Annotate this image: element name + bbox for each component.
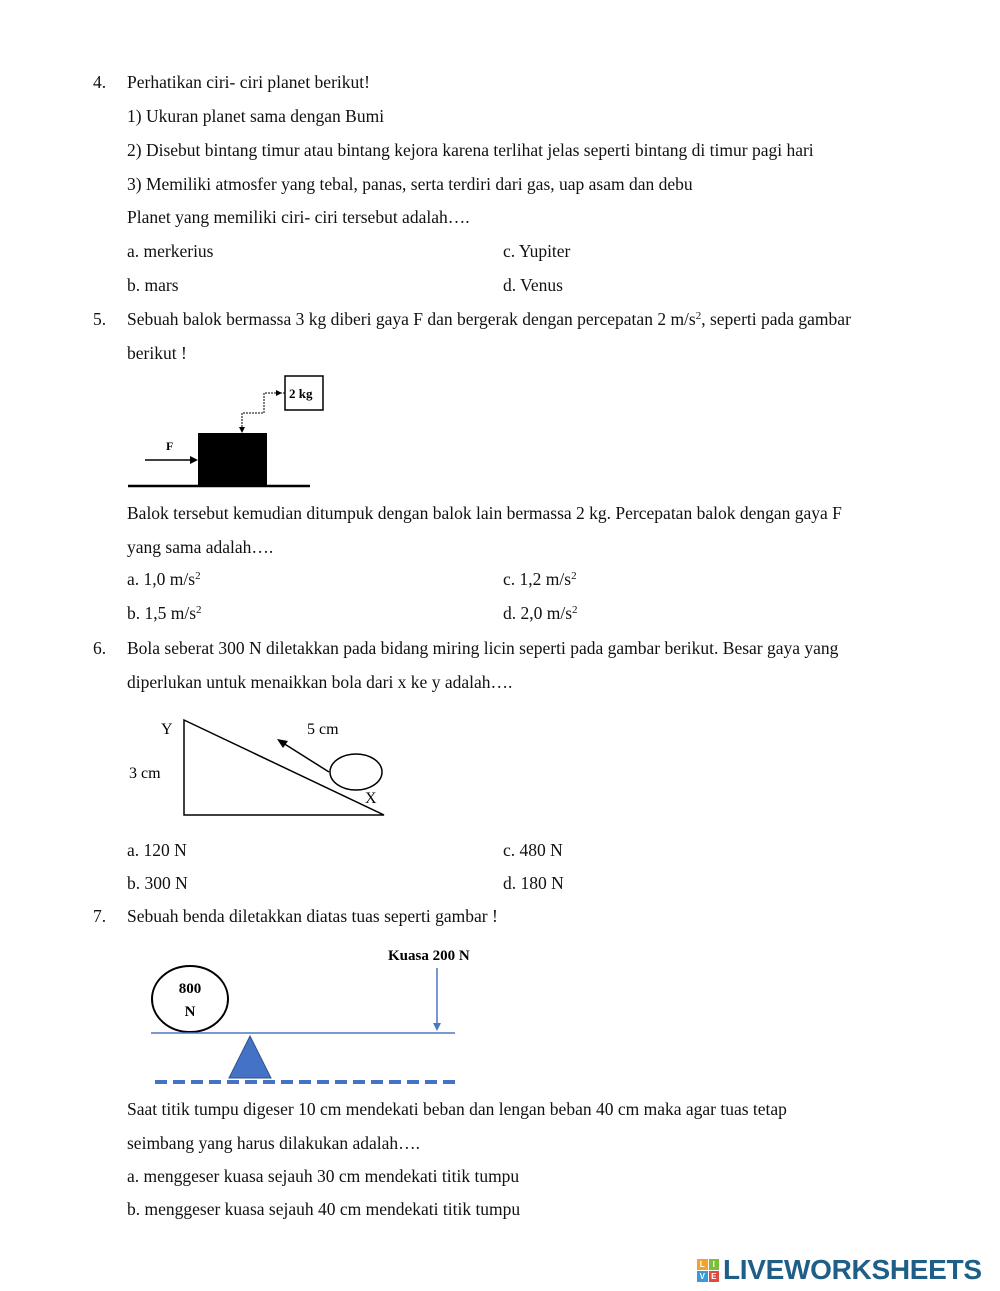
mass-label: 2 kg — [289, 386, 313, 401]
q7-number: 7. — [93, 906, 107, 926]
q7-option-a[interactable]: a. menggeser kuasa sejauh 30 cm mendekati titik tumpu — [127, 1166, 520, 1186]
x-label: X — [365, 790, 377, 807]
q7-option-b[interactable]: b. menggeser kuasa sejauh 40 cm mendekati titik tumpu — [127, 1199, 521, 1219]
liveworksheets-logo[interactable] — [697, 1255, 982, 1285]
q4-item-1: 1) Ukuran planet sama dengan Bumi — [127, 106, 385, 126]
q4-option-b[interactable]: b. mars — [127, 275, 179, 295]
q5-text-line2: yang sama adalah…. — [127, 537, 274, 557]
logo-text: LIVEWORKSHEETS — [723, 1254, 982, 1285]
height-label: 3 cm — [129, 765, 161, 782]
q4-question: Planet yang memiliki ciri- ciri tersebut adalah…. — [127, 207, 470, 227]
load-line2: N — [184, 1004, 196, 1020]
q5-option-c[interactable]: c. 1,2 $m/s^2$ — [503, 569, 577, 589]
q6-option-a[interactable]: a. 120 N — [127, 840, 187, 860]
q6-prompt-line2: diperlukan untuk menaikkan bola dari x ke y adalah…. — [127, 672, 513, 692]
q4-number: 4. — [93, 72, 107, 92]
force-label: F — [166, 439, 174, 453]
q6-option-d[interactable]: d. 180 N — [503, 873, 564, 893]
length-label: 5 cm — [307, 721, 339, 738]
q4-item-2: 2) Disebut bintang timur atau bintang kejora karena terlihat jelas seperti bintang di timur pagi hari — [127, 140, 814, 160]
q6-figure — [125, 712, 395, 822]
q5-prompt: Sebuah balok bermassa 3 kg diberi gaya F dan bergerak dengan percepatan 2 $m/s^2$, seperti pada gambar — [127, 309, 851, 329]
q7-prompt: Sebuah benda diletakkan diatas tuas seperti gambar ! — [127, 906, 498, 926]
q5-option-a[interactable]: a. 1,0 $m/s^2$ — [127, 569, 201, 589]
q5-prompt-line2: berikut ! — [127, 343, 187, 363]
q4-prompt: Perhatikan ciri- ciri planet berikut! — [127, 72, 370, 92]
q5-text-line1: Balok tersebut kemudian ditumpuk dengan balok lain bermassa 2 kg. Percepatan balok dengan gaya F — [127, 503, 842, 523]
q5-number: 5. — [93, 309, 107, 329]
y-label: Y — [161, 721, 173, 738]
load-line1: 800 — [178, 981, 202, 997]
q6-option-c[interactable]: c. 480 N — [503, 840, 563, 860]
q5-option-b[interactable]: b. 1,5 $m/s^2$ — [127, 603, 202, 623]
q4-item-3: 3) Memiliki atmosfer yang tebal, panas, serta terdiri dari gas, uap asam dan debu — [127, 174, 693, 194]
q6-option-b[interactable]: b. 300 N — [127, 873, 188, 893]
q5-figure — [125, 370, 335, 490]
q6-prompt-line1: Bola seberat 300 N diletakkan pada bidang miring licin seperti pada gambar berikut. Besar gaya yang — [127, 638, 839, 658]
q7-figure — [145, 940, 475, 1090]
q7-text-line1: Saat titik tumpu digeser 10 cm mendekati beban dan lengan beban 40 cm maka agar tuas tetap — [127, 1099, 787, 1119]
q4-option-d[interactable]: d. Venus — [503, 275, 563, 295]
q5-option-d[interactable]: d. 2,0 $m/s^2$ — [503, 603, 578, 623]
q6-number: 6. — [93, 638, 107, 658]
logo-icon: L I V E — [697, 1259, 719, 1281]
q7-text-line2: seimbang yang harus dilakukan adalah…. — [127, 1133, 421, 1153]
q4-option-a[interactable]: a. merkerius — [127, 241, 214, 261]
q4-option-c[interactable]: c. Yupiter — [503, 241, 571, 261]
effort-label: Kuasa 200 N — [388, 948, 470, 964]
